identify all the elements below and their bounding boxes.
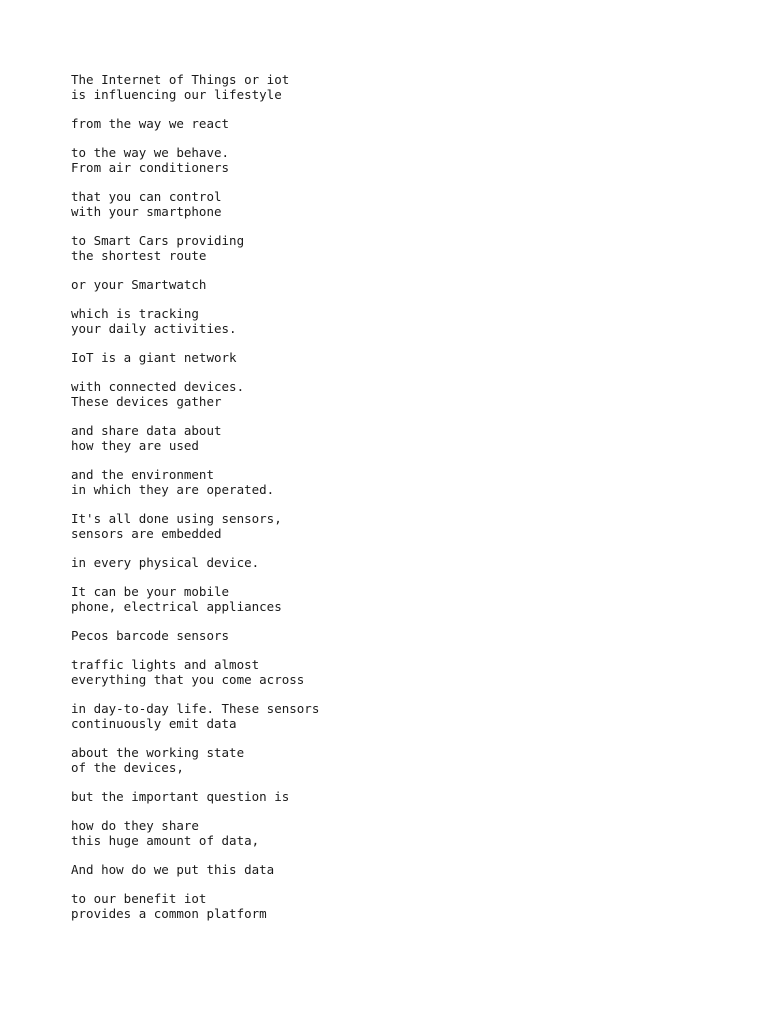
stanza: [71, 350, 768, 365]
stanza: [71, 467, 768, 497]
stanza: [71, 189, 768, 219]
stanza: [71, 862, 768, 877]
text-line: how do they share: [71, 818, 199, 833]
text-line: It can be your mobile: [71, 584, 230, 599]
text-line: from the way we react: [71, 116, 230, 131]
text-line: And how do we put this data: [71, 862, 275, 877]
stanza: [71, 891, 768, 921]
text-line: but the important question is: [71, 789, 290, 804]
stanza: [71, 116, 768, 131]
text-line: in which they are operated.: [71, 482, 275, 497]
text-line: IoT is a giant network: [71, 350, 237, 365]
text-line: to Smart Cars providing: [71, 233, 245, 248]
text-line: everything that you come across: [71, 672, 305, 687]
text-line: the shortest route: [71, 248, 207, 263]
text-line: your daily activities.: [71, 321, 237, 336]
text-line: which is tracking: [71, 306, 199, 321]
stanza: [71, 511, 768, 541]
stanza: [71, 789, 768, 804]
text-line: It's all done using sensors,: [71, 511, 282, 526]
text-line: about the working state: [71, 745, 245, 760]
stanza: [71, 745, 768, 775]
text-line: to our benefit iot: [71, 891, 207, 906]
text-line: These devices gather: [71, 394, 222, 409]
stanza: [71, 657, 768, 687]
stanza: [71, 818, 768, 848]
text-line: sensors are embedded: [71, 526, 222, 541]
text-line: in day-to-day life. These sensors: [71, 701, 320, 716]
stanza: [71, 233, 768, 263]
transcript-page: [71, 72, 768, 935]
stanza: [71, 306, 768, 336]
text-line: and share data about: [71, 423, 222, 438]
stanza: [71, 423, 768, 453]
stanza: [71, 145, 768, 175]
text-line: From air conditioners: [71, 160, 230, 175]
text-line: continuously emit data: [71, 716, 237, 731]
text-line: this huge amount of data,: [71, 833, 260, 848]
text-line: traffic lights and almost: [71, 657, 260, 672]
stanza: [71, 72, 768, 102]
text-line: how they are used: [71, 438, 199, 453]
text-line: with connected devices.: [71, 379, 245, 394]
text-line: phone, electrical appliances: [71, 599, 282, 614]
text-line: Pecos barcode sensors: [71, 628, 230, 643]
text-line: The Internet of Things or iot: [71, 72, 290, 87]
text-line: with your smartphone: [71, 204, 222, 219]
stanza: [71, 379, 768, 409]
text-line: provides a common platform: [71, 906, 267, 921]
text-line: to the way we behave.: [71, 145, 230, 160]
text-line: and the environment: [71, 467, 214, 482]
stanza: [71, 555, 768, 570]
text-line: of the devices,: [71, 760, 184, 775]
stanza: [71, 584, 768, 614]
stanza: [71, 628, 768, 643]
stanza: [71, 277, 768, 292]
stanza: [71, 701, 768, 731]
text-line: is influencing our lifestyle: [71, 87, 282, 102]
text-line: or your Smartwatch: [71, 277, 207, 292]
text-line: that you can control: [71, 189, 222, 204]
text-line: in every physical device.: [71, 555, 260, 570]
